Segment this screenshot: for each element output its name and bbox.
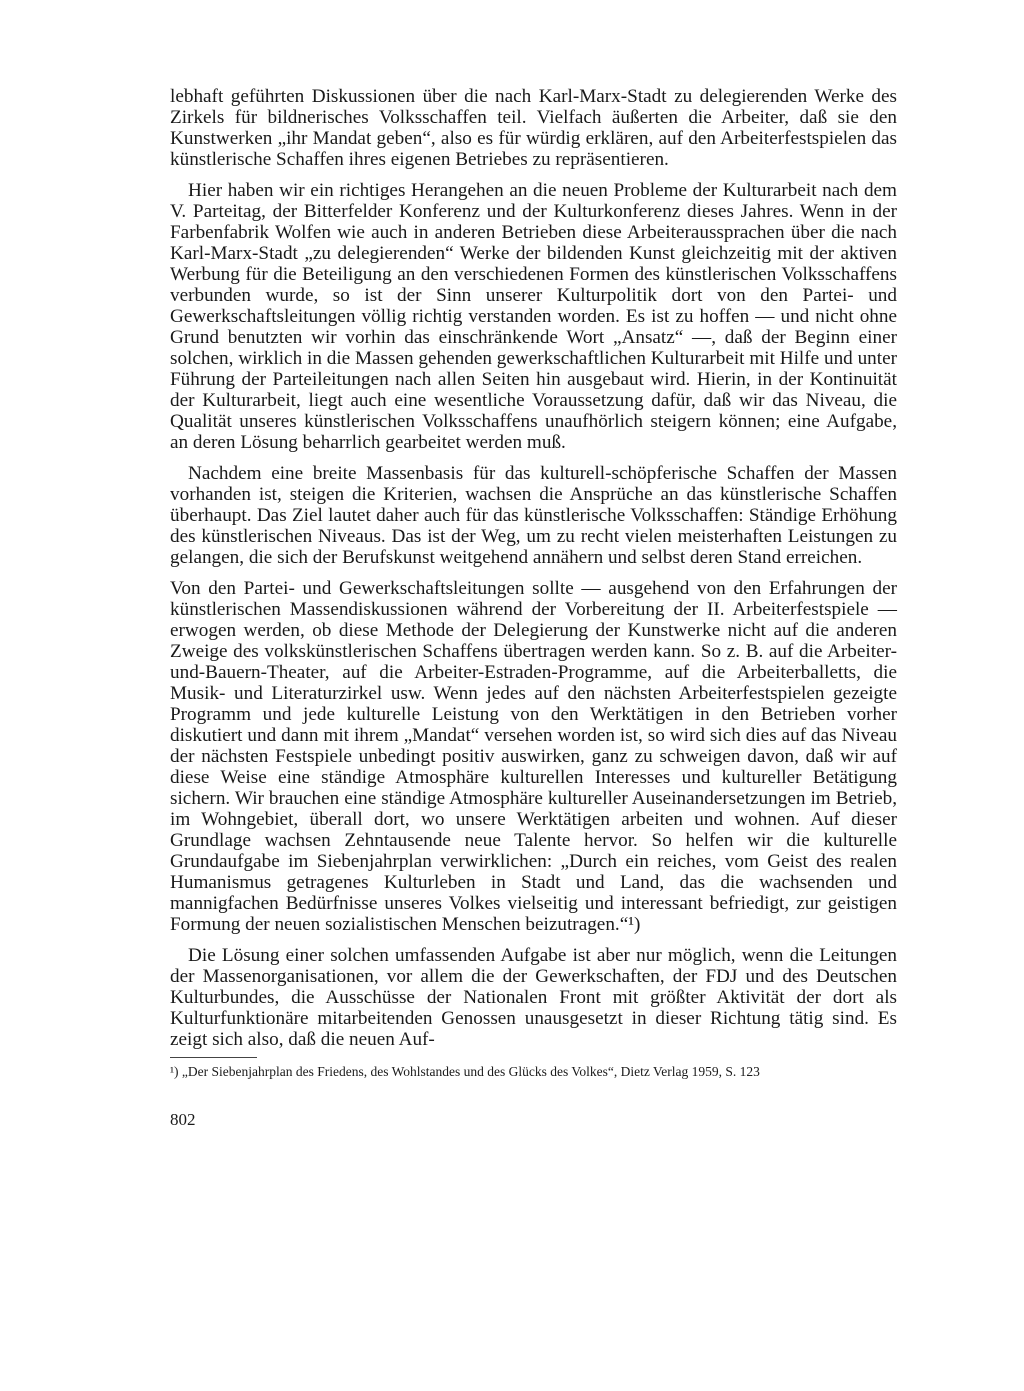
paragraph-2: Hier haben wir ein richtiges Herangehen an die neuen Probleme der Kulturarbeit nach dem V. Parteitag, der Bitterfelder Konferenz und der Kulturkonferenz dieses Jahres. Wenn in der Farbenfabrik Wolfen wie auch in anderen Betrieben diese Arbeiteraussprachen über die nach Karl-Marx-Stadt „zu delegierenden“ Werke der bildenden Kunst gleichzeitig mit der aktiven Werbung für die Beteiligung an den verschiedenen Formen des künstlerischen Volksschaffens verbunden wurde, so ist der Sinn unserer Kulturpolitik dort von den Partei- und Gewerkschaftsleitungen völlig richtig verstanden worden. Es ist zu hoffen — und nicht ohne Grund benutzten wir vorhin das einschränkende Wort „Ansatz“ —, daß der Beginn einer solchen, wirklich in die Massen gehenden gewerkschaftlichen Kulturarbeit mit Hilfe und unter Führung der Parteileitungen nach allen Seiten hin ausgebaut wird. Hierin, in der Kontinuität der Kulturarbeit, liegt auch eine wesentliche Voraussetzung dafür, daß wir das Niveau, die Qualität unseres künstlerischen Volksschaffens unaufhörlich steigern können; eine Aufgabe, an deren Lösung beharrlich gearbeitet werden muß.	[170, 180, 897, 453]
paragraph-3: Nachdem eine breite Massenbasis für das kulturell-schöpferische Schaffen der Massen vorhanden ist, steigen die Kriterien, wachsen die Ansprüche an das künstlerische Schaffen überhaupt. Das Ziel lautet daher auch für das künstlerische Volksschaffen: Ständige Erhöhung des künstlerischen Niveaus. Das ist der Weg, um zu recht vielen meisterhaften Leistungen zu gelangen, die sich der Berufskunst weitgehend annähern und selbst deren Stand erreichen.	[170, 463, 897, 568]
book-page	[170, 86, 897, 1130]
paragraph-4: Von den Partei- und Gewerkschaftsleitungen sollte — ausgehend von den Erfahrungen der künstlerischen Massendiskussionen während der Vorbereitung der II. Arbeiterfestspiele — erwogen werden, ob diese Methode der Delegierung der Kunstwerke nicht auf die anderen Zweige des volkskünstlerischen Schaffens übertragen werden kann. So z. B. auf die Arbeiter-und-Bauern-Theater, auf die Arbeiter-Estraden-Programme, auf die Arbeiterballetts, die Musik- und Literaturzirkel usw. Wenn jedes auf den nächsten Arbeiterfestspielen gezeigte Programm und jede kulturelle Leistung von den Werktätigen in den Betrieben vorher diskutiert und dann mit ihrem „Mandat“ versehen worden ist, so wird sich dies auf das Niveau der nächsten Festspiele unbedingt positiv auswirken, ganz zu schweigen davon, daß wir auf diese Weise eine ständige Atmosphäre kulturellen Interesses und kultureller Betätigung sichern. Wir brauchen eine ständige Atmosphäre kultureller Auseinandersetzungen im Betrieb, im Wohngebiet, überall dort, wo unsere Werktätigen arbeiten und wohnen. Auf dieser Grundlage wachsen Zehntausende neue Talente hervor. So helfen wir die kulturelle Grundaufgabe im Siebenjahrplan verwirklichen: „Durch ein reiches, vom Geist des realen Humanismus getragenes Kulturleben in Stadt und Land, das die wachsenden und mannigfachen Bedürfnisse unseres Volkes vielseitig und interessant befriedigt, zur geistigen Formung der neuen sozialistischen Menschen beizutragen.“¹)	[170, 578, 897, 935]
page-number: 802	[170, 1110, 196, 1129]
paragraph-5: Die Lösung einer solchen umfassenden Aufgabe ist aber nur möglich, wenn die Leitungen der Massenorganisationen, vor allem die der Gewerkschaften, der FDJ und des Deutschen Kulturbundes, die Ausschüsse der Nationalen Front mit größter Aktivität der dort als Kulturfunktionäre mitarbeitenden Genossen unausgesetzt in dieser Richtung tätig sind. Es zeigt sich also, daß die neuen Auf-	[170, 945, 897, 1050]
footnote: ¹) „Der Siebenjahrplan des Friedens, des Wohlstandes und des Glücks des Volkes“, Dietz Verlag 1959, S. 123	[170, 1064, 760, 1079]
footnote-divider	[170, 1057, 257, 1058]
paragraph-1: lebhaft geführten Diskussionen über die nach Karl-Marx-Stadt zu delegierenden Werke des Zirkels für bildnerisches Volksschaffen teil. Vielfach äußerten die Arbeiter, daß sie den Kunstwerken „ihr Mandat geben“, also es für würdig erklären, auf den Arbeiterfestspielen das künstlerische Schaffen ihres eigenen Betriebes zu repräsentieren.	[170, 86, 897, 170]
